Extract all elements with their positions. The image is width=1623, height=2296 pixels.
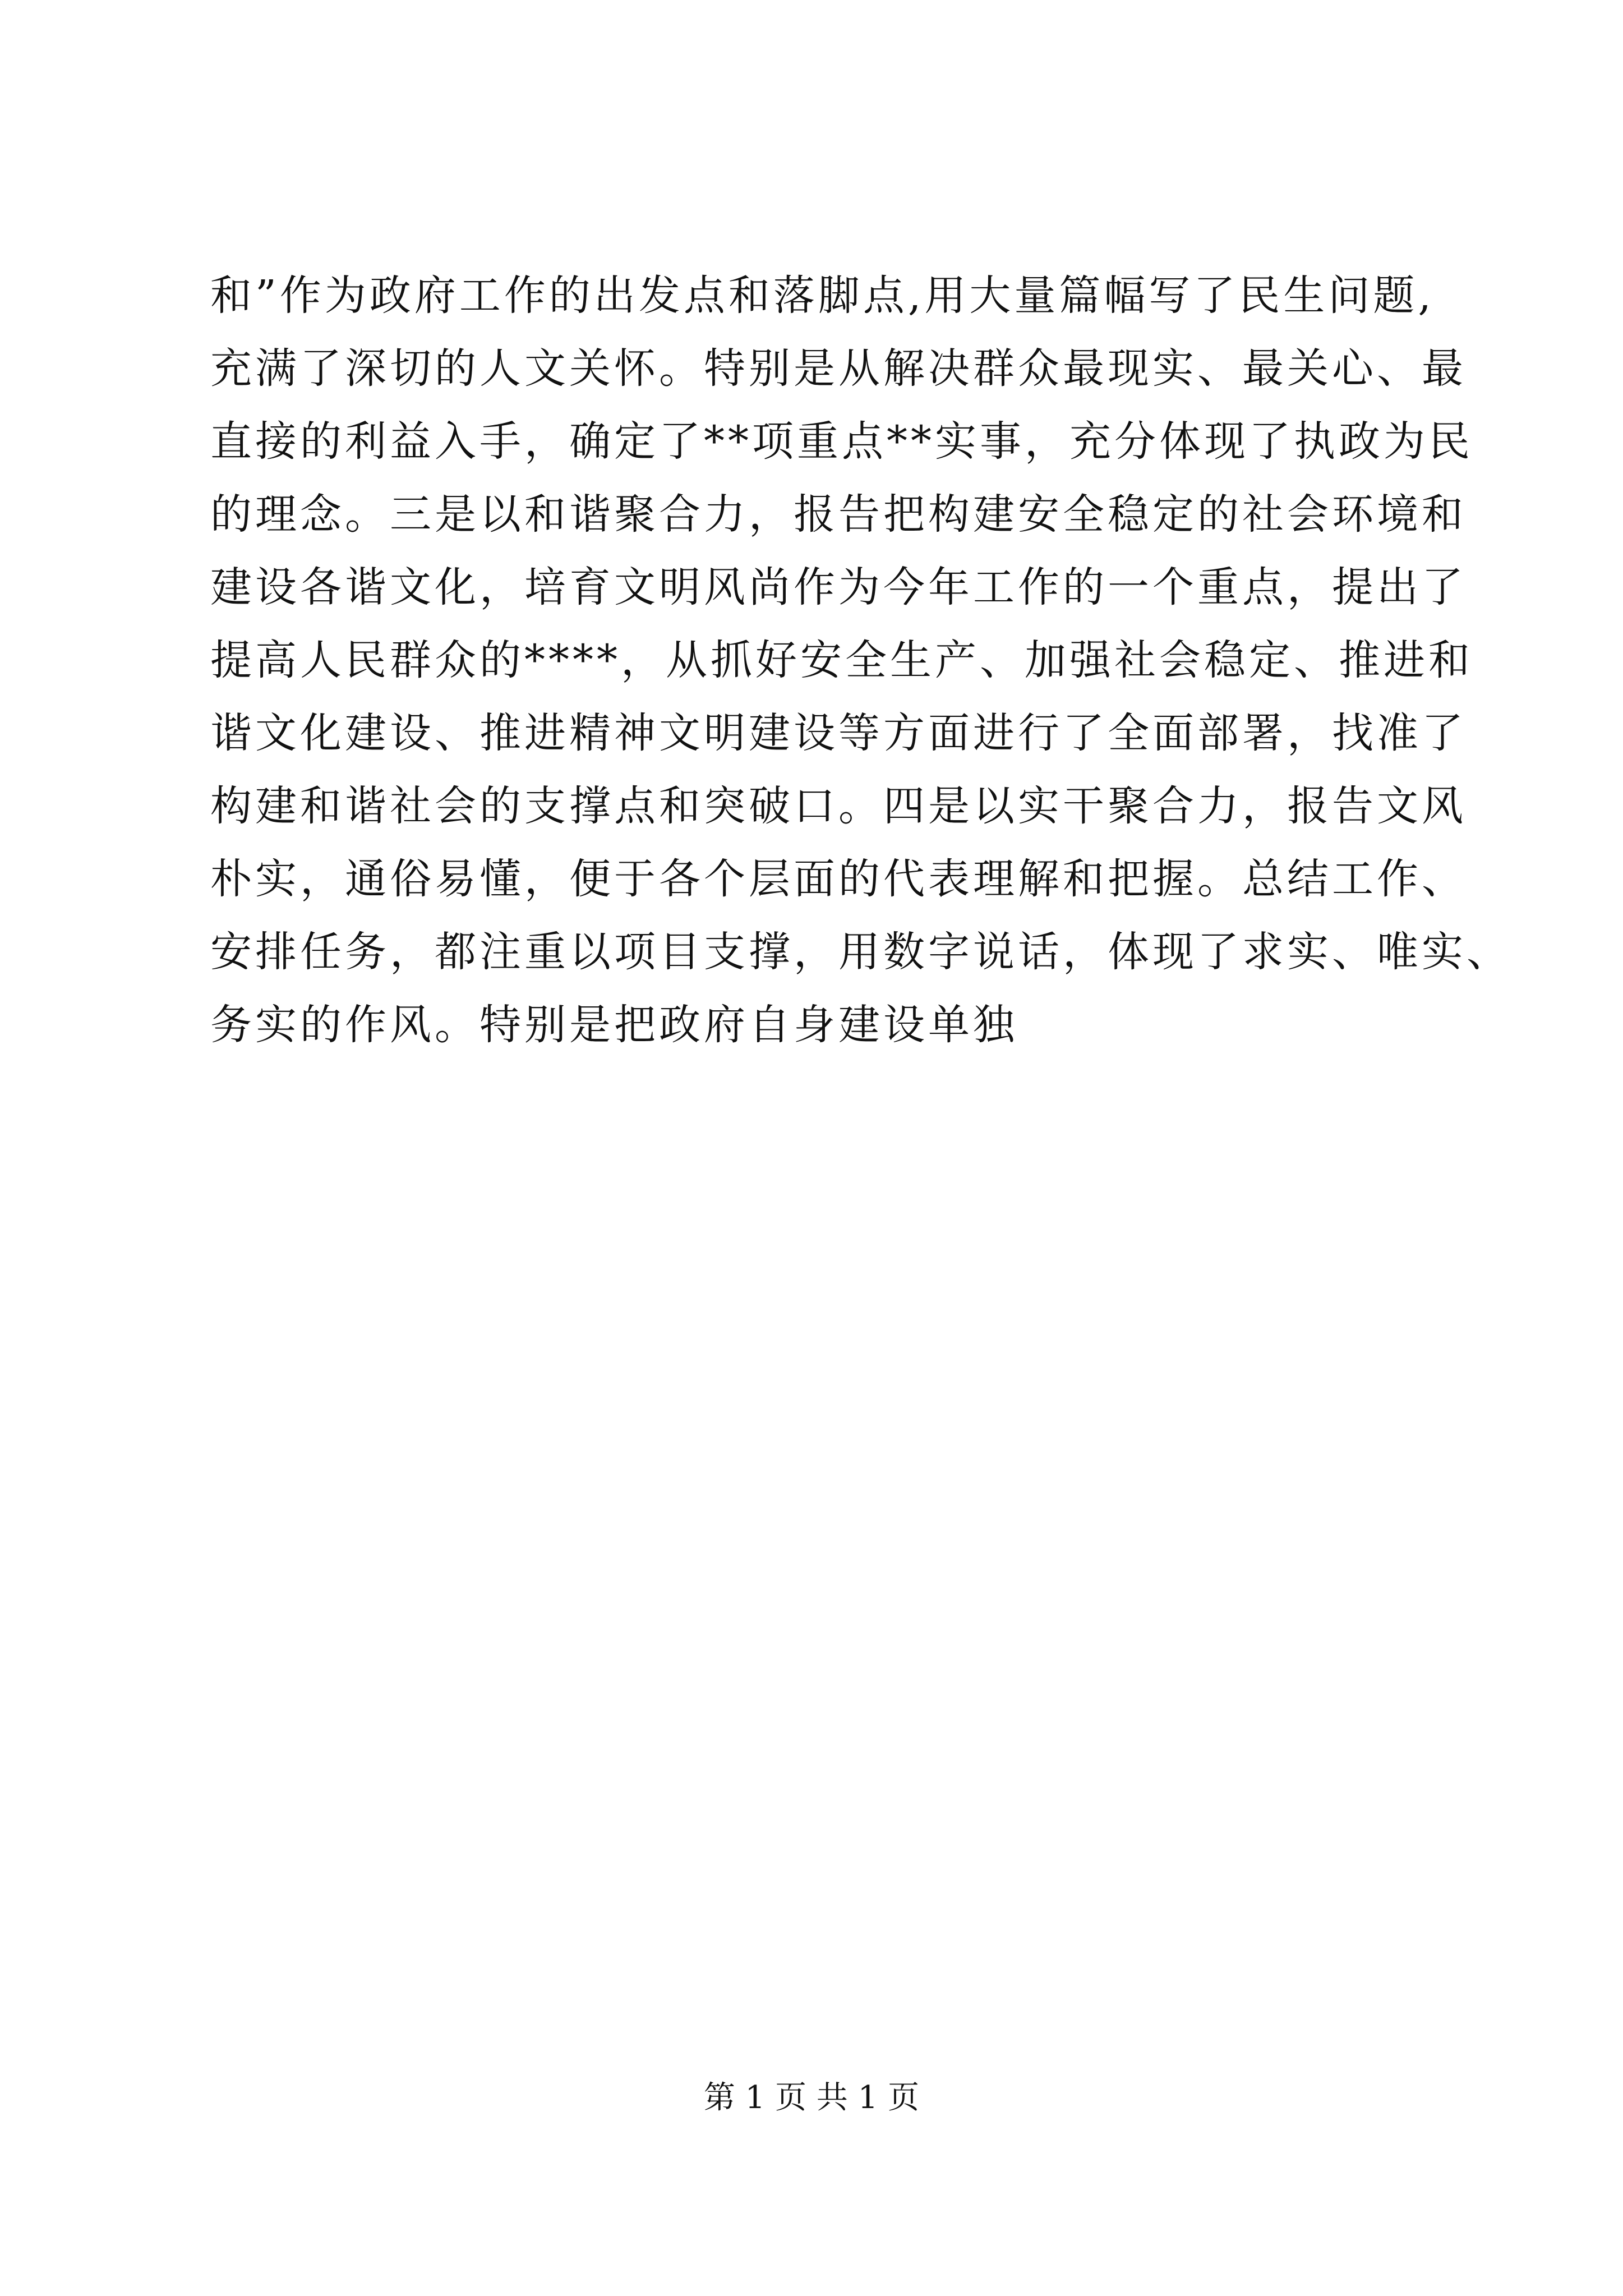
text-line: 充满了深切的人文关怀。特别是从解决群众最现实、最关心、最 xyxy=(210,344,1467,393)
text-line: 朴实，通俗易懂，便于各个层面的代表理解和把握。总结工作、 xyxy=(210,855,1467,903)
text-line: 和”作为政府工作的出发点和落脚点,用大量篇幅写了民生问题, xyxy=(210,272,1435,320)
page-number-footer: 第 1 页 共 1 页 xyxy=(703,2079,920,2116)
text-line: 提高人民群众的****，从抓好安全生产、加强社会稳定、推进和 xyxy=(210,636,1473,684)
text-line: 建设各谐文化，培育文明风尚作为今年工作的一个重点，提出了 xyxy=(210,563,1467,611)
text-line: 安排任务，都注重以项目支撑，用数字说话，体现了求实、唯实、 xyxy=(210,928,1511,976)
text-line: 构建和谐社会的支撑点和突破口。四是以实干聚合力，报告文风 xyxy=(210,782,1467,830)
text-line: 直接的利益入手，确定了**项重点**实事，充分体现了执政为民 xyxy=(210,417,1473,466)
body-paragraph xyxy=(210,259,1511,1061)
text-line: 的理念。三是以和谐聚合力，报告把构建安全稳定的社会环境和 xyxy=(210,490,1467,539)
text-line: 务实的作风。特别是把政府自身建设单独 xyxy=(210,1001,1018,1049)
text-line: 谐文化建设、推进精神文明建设等方面进行了全面部署，找准了 xyxy=(210,709,1467,757)
